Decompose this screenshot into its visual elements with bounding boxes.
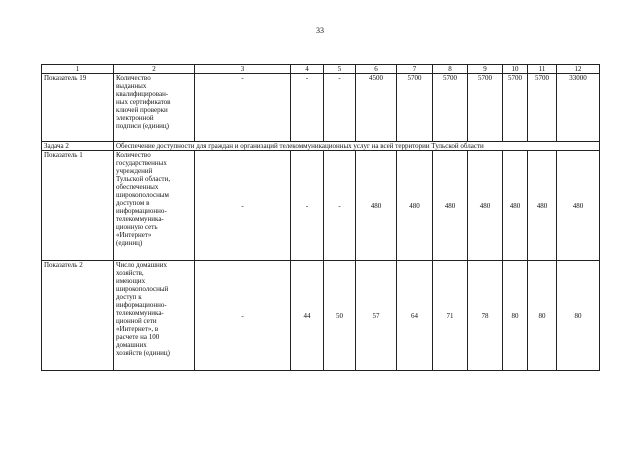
indicators-table	[41, 64, 600, 371]
task-title: Обеспечение доступности для граждан и организаций телекоммуникационных услуг на всей территории Тульской области	[114, 142, 600, 151]
indicator-description	[114, 151, 195, 261]
value-cell: 80	[557, 261, 600, 371]
value-cell: -	[195, 74, 291, 142]
value-cell: 480	[557, 151, 600, 261]
value-cell: 80	[528, 261, 557, 371]
description-line: Количество	[116, 151, 151, 159]
description-line: учреждений	[116, 167, 153, 175]
value-cell: 57	[356, 261, 397, 371]
value-cell: 480	[528, 151, 557, 261]
value-cell: -	[291, 74, 324, 142]
value-cell: 4500	[356, 74, 397, 142]
column-number: 7	[397, 65, 433, 74]
column-number: 1	[42, 65, 114, 74]
column-number: 5	[324, 65, 356, 74]
description-line: широкополосным	[116, 191, 169, 199]
description-line: «Интернет», в	[116, 325, 159, 333]
value-cell: 480	[397, 151, 433, 261]
value-cell: 5700	[528, 74, 557, 142]
description-line: выданных	[116, 82, 147, 90]
column-number-row	[42, 65, 600, 74]
description-line: «Интернет»	[116, 231, 152, 239]
description-line: имеющих	[116, 277, 146, 285]
column-number: 12	[557, 65, 600, 74]
value-cell: 71	[433, 261, 468, 371]
description-line: доступом в	[116, 199, 150, 207]
indicator-label: Показатель 2	[42, 261, 114, 371]
column-number: 9	[468, 65, 503, 74]
description-line: ключей проверки	[116, 106, 168, 114]
column-number: 6	[356, 65, 397, 74]
description-line: электронной	[116, 114, 154, 122]
description-line: государственных	[116, 159, 167, 167]
value-cell: -	[195, 261, 291, 371]
value-cell: 64	[397, 261, 433, 371]
column-number: 2	[114, 65, 195, 74]
indicator-label: Показатель 1	[42, 151, 114, 261]
description-line: хозяйств,	[116, 269, 144, 277]
value-cell: -	[324, 74, 356, 142]
description-line: Тульской области,	[116, 175, 171, 183]
value-cell: 480	[356, 151, 397, 261]
value-cell: 80	[503, 261, 528, 371]
table-row	[42, 74, 600, 142]
table-row	[42, 261, 600, 371]
value-cell: 480	[503, 151, 528, 261]
value-cell: 50	[324, 261, 356, 371]
description-line: ных сертификатов	[116, 98, 171, 106]
description-line: информационно-	[116, 301, 167, 309]
indicator-label: Показатель 19	[42, 74, 114, 142]
page-number: 33	[316, 26, 324, 35]
value-cell: 480	[433, 151, 468, 261]
description-line: ционной сети	[116, 317, 157, 325]
description-line: телекоммуника-	[116, 215, 164, 223]
value-cell: -	[195, 151, 291, 261]
description-line: широкополосный	[116, 285, 169, 293]
value-cell: 5700	[503, 74, 528, 142]
description-line: Количество	[116, 74, 151, 82]
description-line: квалифицирован-	[116, 90, 169, 98]
description-line: ционную сеть	[116, 223, 158, 231]
description-line: информационно-	[116, 207, 167, 215]
value-cell: 5700	[433, 74, 468, 142]
description-line: домашних	[116, 341, 147, 349]
task-row	[42, 142, 600, 151]
value-cell: -	[324, 151, 356, 261]
description-line: хозяйств (единиц)	[116, 349, 170, 357]
column-number: 10	[503, 65, 528, 74]
column-number: 8	[433, 65, 468, 74]
column-number: 4	[291, 65, 324, 74]
description-line: обеспеченных	[116, 183, 159, 191]
description-line: (единиц)	[116, 239, 143, 247]
column-number: 3	[195, 65, 291, 74]
value-cell: -	[291, 151, 324, 261]
description-line: доступ к	[116, 293, 142, 301]
value-cell: 44	[291, 261, 324, 371]
indicator-description	[114, 74, 195, 142]
value-cell: 5700	[468, 74, 503, 142]
description-line: телекоммуника-	[116, 309, 164, 317]
task-label: Задача 2	[42, 142, 114, 151]
indicator-description	[114, 261, 195, 371]
description-line: расчете на 100	[116, 333, 160, 341]
description-line: Число домашних	[116, 261, 167, 269]
column-number: 11	[528, 65, 557, 74]
value-cell: 78	[468, 261, 503, 371]
value-cell: 5700	[397, 74, 433, 142]
table-row	[42, 151, 600, 261]
value-cell: 33000	[557, 74, 600, 142]
value-cell: 480	[468, 151, 503, 261]
description-line: подписи (единиц)	[116, 122, 169, 130]
